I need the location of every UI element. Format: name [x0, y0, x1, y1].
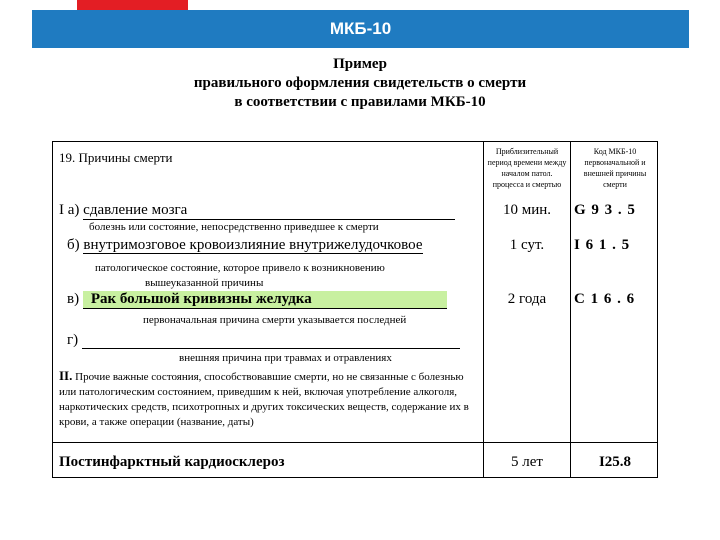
row-a-field[interactable] [83, 202, 455, 220]
row-c-field[interactable] [83, 291, 447, 309]
heading-line-3: в соответствии с правилами МКБ-10 [234, 94, 486, 110]
row-a-prefix: I а) [59, 202, 80, 218]
red-accent-tab [77, 0, 188, 10]
column-header-code: Код МКБ-10 первоначальной и внешней причины смерти [583, 147, 647, 189]
column-divider-period [483, 142, 484, 477]
page-heading [0, 55, 720, 112]
death-certificate-form [52, 141, 658, 478]
row-d-prefix: г) [67, 332, 79, 348]
row-c [67, 291, 447, 309]
header-banner [32, 10, 689, 48]
column-header-period: Приблизительный период времени между началом патол. процесса и смертью [487, 147, 567, 189]
row-a [59, 202, 455, 220]
column-divider-code [570, 142, 571, 477]
row-a-period: 10 мин. [502, 202, 552, 218]
row-a-note: болезнь или состояние, непосредственно приведшее к смерти [89, 221, 379, 233]
section2-code: I25.8 [598, 454, 632, 470]
row-b-period: 1 сут. [509, 237, 545, 253]
row-d-field[interactable] [82, 333, 460, 349]
row-c-code: С 1 6 . 6 [574, 291, 636, 307]
row-b-note-2: вышеуказанной причины [145, 277, 264, 289]
row-c-text: Рак большой кривизны желудка [90, 291, 312, 307]
row-d-note: внешняя причина при травмах и отравлениях [179, 352, 392, 364]
section2-label: II. [59, 368, 73, 383]
section-title: 19. Причины смерти [59, 150, 173, 165]
section2-text: Прочие важные состояния, способствовавшие смерти, но не связанные с болезнью или патологическим состоянием, приведшим к ней, включая употребление алкоголя, наркотических средств, психотропных и других токсических веществ, содержание их в крови, а также операции (название, даты) [59, 371, 469, 428]
section2-period: 5 лет [511, 454, 543, 470]
row-b-prefix: б) [67, 237, 80, 253]
section2-divider [53, 442, 657, 443]
header-title: МКБ-10 [329, 19, 392, 38]
row-b-text[interactable]: внутримозговое кровоизлияние внутрижелудочковое [83, 237, 423, 253]
section2-answer[interactable]: Постинфарктный кардиосклероз [59, 454, 285, 470]
row-a-text: сдавление мозга [83, 202, 188, 218]
row-c-note: первоначальная причина смерти указывается последней [143, 314, 407, 326]
row-c-period: 2 года [507, 291, 547, 307]
row-d [67, 332, 460, 349]
row-b-code: I 6 1 . 5 [574, 237, 631, 253]
section2 [59, 368, 483, 430]
row-c-prefix: в) [67, 291, 80, 307]
heading-line-1: Пример [333, 56, 387, 72]
row-b-note-1: патологическое состояние, которое привело к возникновению [95, 262, 385, 274]
row-b [67, 237, 423, 254]
row-a-code: G 9 3 . 5 [574, 202, 636, 218]
heading-line-2: правильного оформления свидетельств о смерти [193, 75, 527, 91]
